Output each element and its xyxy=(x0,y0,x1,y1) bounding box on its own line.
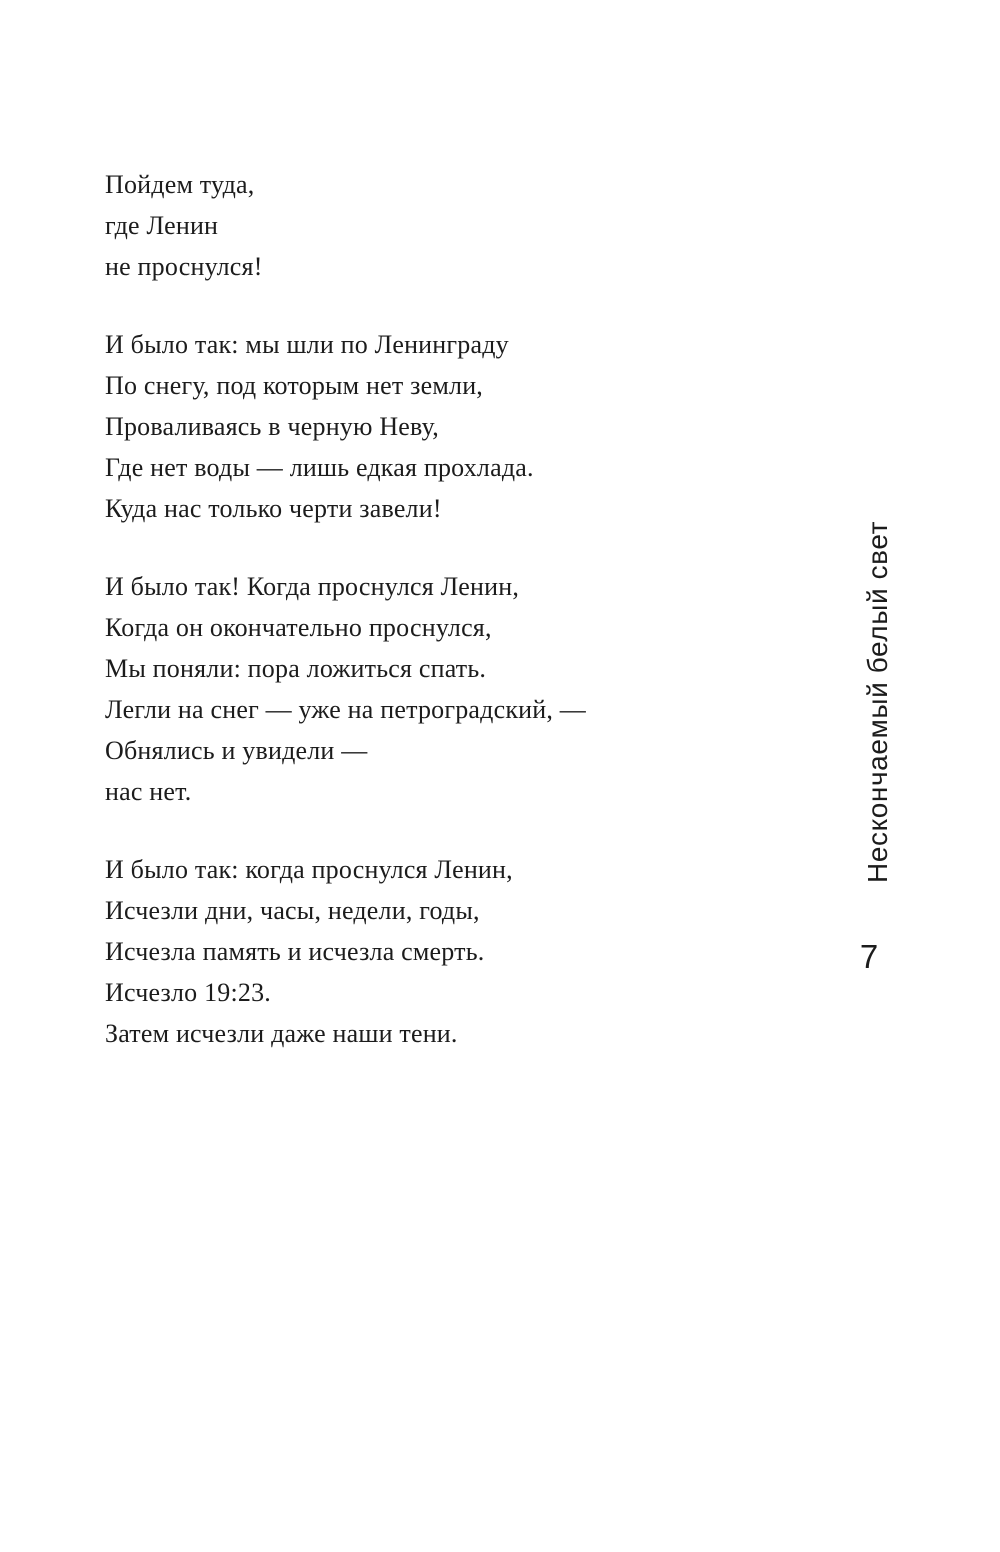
poem-line: Легли на снег — уже на петроградский, — xyxy=(105,695,586,724)
poem-line: Пойдем туда, xyxy=(105,170,255,199)
poem-line: И было так: когда проснулся Ленин, xyxy=(105,855,513,884)
poem-line: Обнялись и увидели — xyxy=(105,736,368,765)
poem-line: Исчезла память и исчезла смерть. xyxy=(105,937,485,966)
running-title-vertical: Нескончаемый белый свет xyxy=(862,521,893,883)
stanza xyxy=(105,849,586,1054)
page-number: 7 xyxy=(859,938,879,975)
poem-line: Когда он окончательно проснулся, xyxy=(105,613,492,642)
poem-line: Исчезло 19:23. xyxy=(105,978,271,1007)
poem-line: И было так! Когда проснулся Ленин, xyxy=(105,572,520,601)
stanza xyxy=(105,566,586,812)
poem-line: Куда нас только черти завели! xyxy=(105,494,442,523)
poem-line: Затем исчезли даже наши тени. xyxy=(105,1019,458,1048)
stanza xyxy=(105,164,586,287)
poem-line: По снегу, под которым нет земли, xyxy=(105,371,484,400)
poem-line: нас нет. xyxy=(105,777,192,806)
poem-line: Мы поняли: пора ложиться спать. xyxy=(105,654,487,683)
poem-line: Исчезли дни, часы, недели, годы, xyxy=(105,896,480,925)
poem-line: Проваливаясь в черную Неву, xyxy=(105,412,439,441)
poem-line: где Ленин xyxy=(105,211,219,240)
poem-text-block xyxy=(105,164,586,1054)
stanza xyxy=(105,324,586,529)
poem-line: И было так: мы шли по Ленинграду xyxy=(105,330,509,359)
poem-line: Где нет воды — лишь едкая прохлада. xyxy=(105,453,534,482)
poem-line: не проснулся! xyxy=(105,252,263,281)
